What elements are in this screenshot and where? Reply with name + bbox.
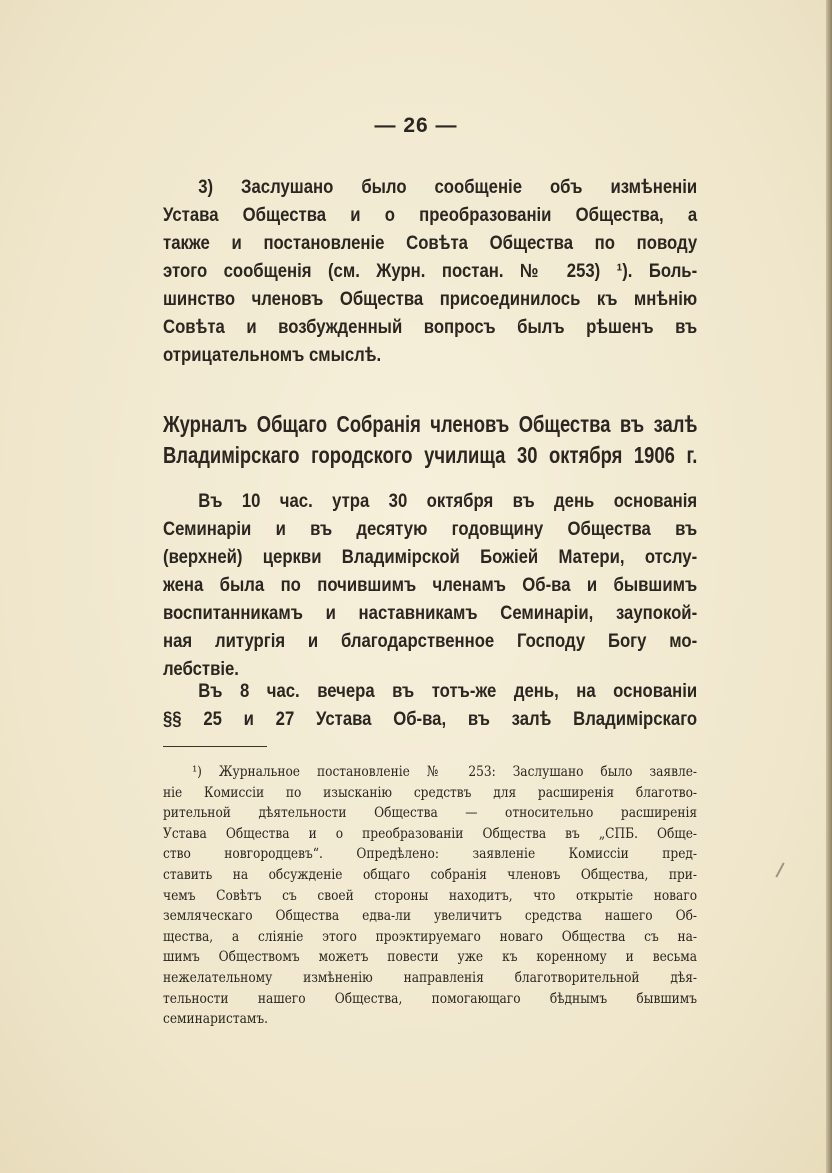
text-line: Въ 10 час. утра 30 октября въ день основанія bbox=[198, 491, 698, 512]
heading-line: Владимірскаго городского училища 30 октября 1906 г. bbox=[163, 442, 698, 468]
footnote-line: семинаристамъ. bbox=[163, 1011, 269, 1028]
footnote-line: чемъ Совѣтъ съ своей стороны находитъ, что открытіе новаго bbox=[163, 887, 698, 904]
text-line: лебствіе. bbox=[163, 659, 239, 680]
text-line: жена была по почившимъ членамъ Об-ва и бывшимъ bbox=[163, 575, 698, 596]
text-line: шинство членовъ Общества присоединилось къ мнѣнію bbox=[163, 289, 698, 310]
footnote-line: щества, а сліяніе этого проэктируемаго новаго Общества съ на- bbox=[163, 928, 698, 945]
footnote-line: тельности нашего Общества, помогающаго бѣднымъ бывшимъ bbox=[163, 990, 698, 1007]
text-line: отрицательномъ смыслѣ. bbox=[163, 345, 382, 366]
footnote-line: шимъ Обществомъ можетъ повести уже къ коренному и весьма bbox=[163, 949, 698, 966]
footnote-line: ство новгородцевъ“. Опредѣлено: заявленіе Комиссіи пред- bbox=[163, 846, 698, 863]
text-line: §§ 25 и 27 Устава Об-ва, въ залѣ Владимірскаго bbox=[163, 709, 698, 730]
text-line: (верхней) церкви Владимірской Божіей Матери, отслу- bbox=[163, 547, 698, 568]
paragraph-liturgy bbox=[163, 488, 697, 684]
paragraph-evening-meeting bbox=[163, 678, 697, 734]
text-line: Совѣта и возбужденный вопросъ былъ рѣшенъ въ bbox=[163, 317, 698, 338]
text-line: Въ 8 час. вечера въ тотъ-же день, на основаніи bbox=[198, 681, 698, 702]
text-line: ная литургія и благодарственное Господу Богу мо- bbox=[163, 631, 698, 652]
pencil-mark bbox=[775, 862, 784, 877]
text-line: Устава Общества и о преобразованіи Общества, а bbox=[163, 205, 698, 226]
footnote-line: ставить на обсужденіе общаго собранія членовъ Общества, при- bbox=[163, 866, 698, 883]
section-heading bbox=[163, 409, 697, 471]
text-line: Семинаріи и въ десятую годовщину Общества въ bbox=[163, 519, 698, 540]
footnote-line: рительной дѣятельности Общества — относительно расширенія bbox=[163, 805, 698, 822]
footnote bbox=[163, 762, 697, 1030]
page-number: — 26 — bbox=[374, 114, 458, 137]
footnote-line: нежелательному измѣненію направленія благотворительной дѣя- bbox=[163, 969, 698, 986]
footnote-line: Устава Общества и о преобразованіи Общества въ „СПБ. Обще- bbox=[163, 825, 698, 842]
footnote-divider bbox=[163, 746, 267, 747]
paragraph-agenda-item-3 bbox=[163, 174, 697, 370]
text-line: также и постановленіе Совѣта Общества по поводу bbox=[163, 233, 698, 254]
page-edge-shadow bbox=[826, 0, 832, 1173]
footnote-line: земляческаго Общества едва-ли увеличитъ средства нашего Об- bbox=[163, 908, 698, 925]
text-line: воспитанникамъ и наставникамъ Семинаріи, заупокой- bbox=[163, 603, 698, 624]
text-line: 3) Заслушано было сообщеніе объ измѣненіи bbox=[198, 177, 698, 198]
text-line: этого сообщенія (см. Журн. постан. № 253) ¹). Боль- bbox=[163, 261, 698, 282]
footnote-line: ніе Комиссіи по изысканію средствъ для расширенія благотво- bbox=[163, 784, 698, 801]
heading-line: Журналъ Общаго Собранія членовъ Общества въ залѣ bbox=[163, 411, 698, 437]
footnote-line: ¹) Журнальное постановленіе № 253: Заслушано было заявле- bbox=[192, 764, 698, 780]
